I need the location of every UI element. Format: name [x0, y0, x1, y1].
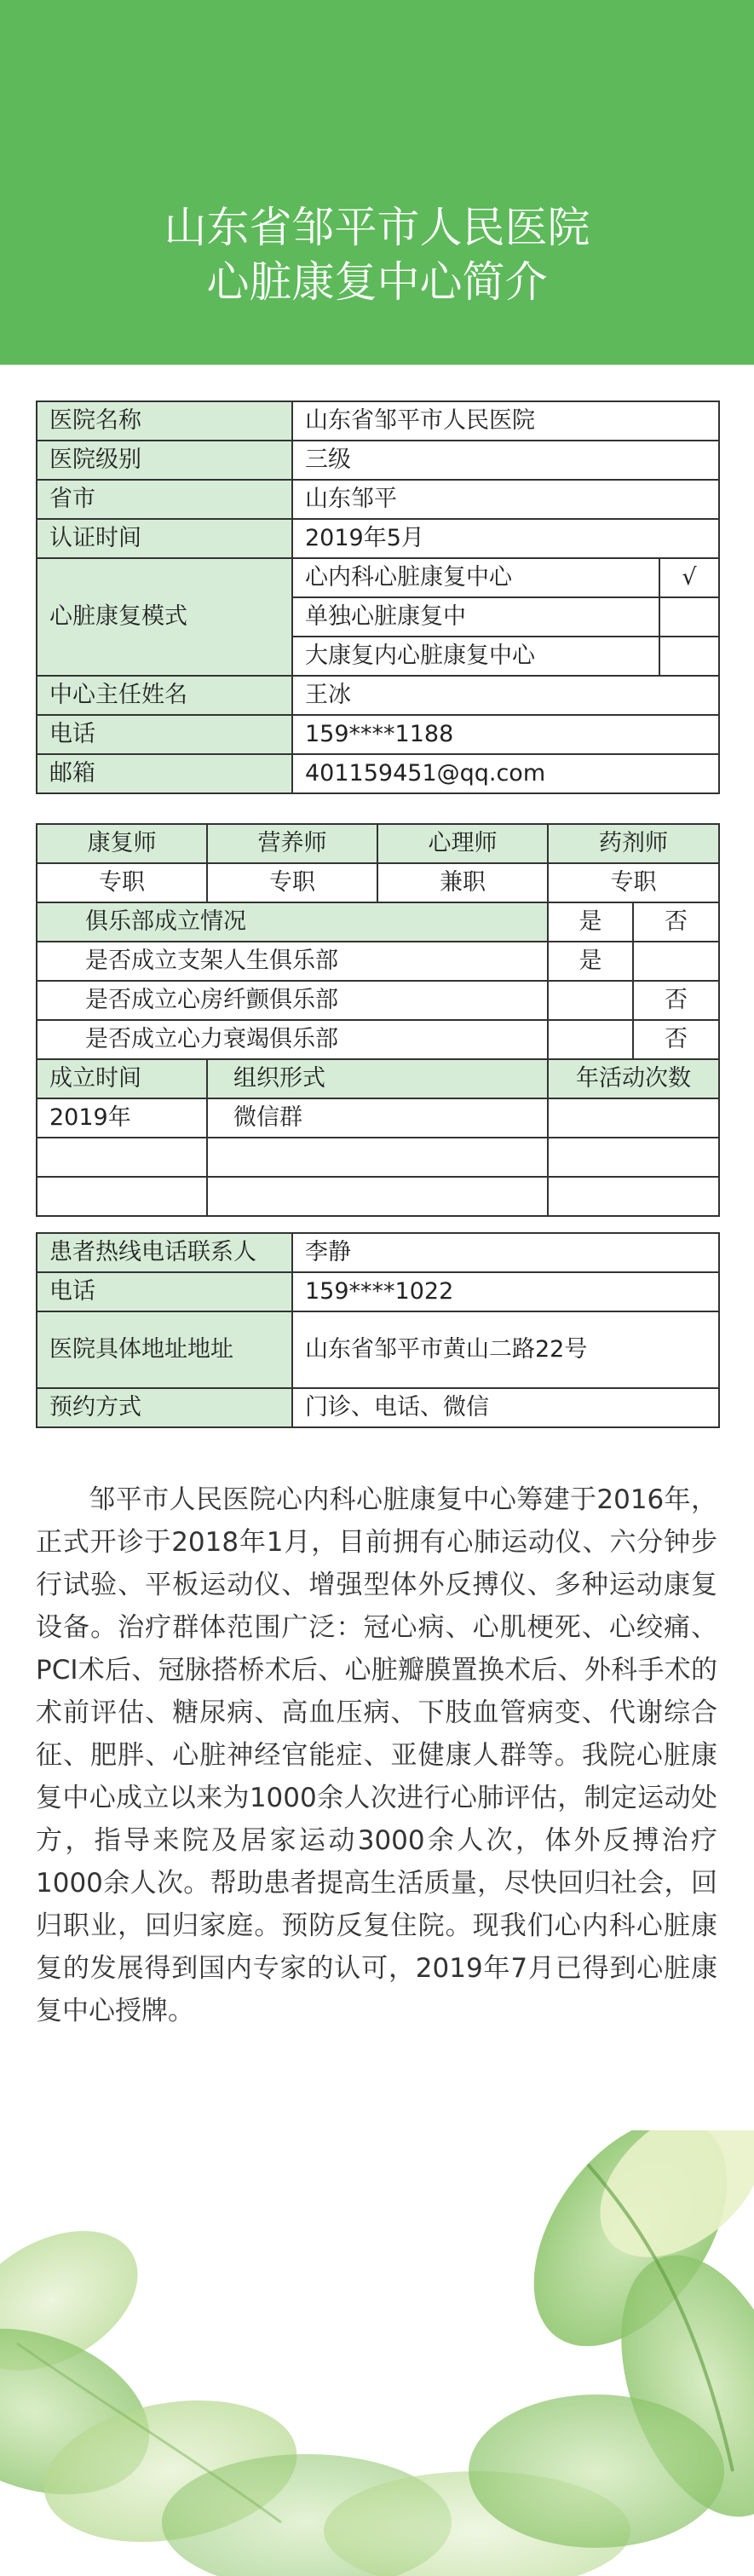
club-yes-cell: 是: [548, 942, 633, 981]
club-row-label: 是否成立心力衰竭俱乐部: [37, 1020, 548, 1059]
mode-label: 心脏康复模式: [37, 558, 292, 676]
address-value: 山东省邹平市黄山二路22号: [292, 1311, 719, 1388]
booking-value: 门诊、电话、微信: [292, 1388, 719, 1427]
table-row: [37, 558, 719, 597]
hospital-name-value: 山东省邹平市人民医院: [292, 401, 719, 441]
phone-label: 电话: [37, 715, 292, 754]
hotline-label: 患者热线电话联系人: [37, 1233, 292, 1272]
hospital-name-label: 医院名称: [37, 401, 292, 441]
hotline-person: 李静: [292, 1233, 719, 1272]
booking-label: 预约方式: [37, 1388, 292, 1427]
level-label: 医院级别: [37, 441, 292, 480]
table-row: [37, 715, 719, 754]
activity-count: [548, 1098, 719, 1138]
table-row: [37, 441, 719, 480]
empty-cell: [37, 1177, 207, 1216]
email-value: 401159451@qq.com: [292, 754, 719, 793]
club-row-label: 是否成立支架人生俱乐部: [37, 942, 548, 981]
address-label: 医院具体地址地址: [37, 1311, 292, 1388]
activity-header-form: 组织形式: [207, 1059, 548, 1098]
club-yes-cell: [548, 981, 633, 1020]
staff-header-row: [37, 824, 719, 863]
intro-text: 邹平市人民医院心内科心脏康复中心筹建于2016年，正式开诊于2018年1月，目前拥有心肺运动仪、六分钟步行试验、平板运动仪、增强型体外反搏仪、多种运动康复设备。治疗群体范围广泛：冠心病、心肌梗死、心绞痛、PCI术后、冠脉搭桥术后、心脏瓣膜置换术后、外科手术的术前评估、糖尿病、高血压病、下肢血管病变、代谢综合征、肥胖、心脏神经官能症、亚健康人群等。我院心脏康复中心成立以来为1000余人次进行心肺评估，制定运动处方，指导来院及居家运动3000余人次，体外反搏治疗1000余人次。帮助患者提高生活质量，尽快回归社会，回归职业，回归家庭。预防反复住院。现我们心内科心脏康复的发展得到国内专家的认可，2019年7月已得到心脏康复中心授牌。: [36, 1484, 717, 2026]
staff-value: 专职: [548, 863, 719, 902]
club-row-label: 是否成立心房纤颤俱乐部: [37, 981, 548, 1020]
staff-value: 专职: [37, 863, 207, 902]
page-title: 山东省邹平市人民医院: [164, 203, 590, 252]
table-row: [37, 754, 719, 793]
table-row: [37, 942, 719, 981]
staff-value: 专职: [207, 863, 377, 902]
staff-value-row: [37, 863, 719, 902]
director-label: 中心主任姓名: [37, 676, 292, 715]
club-header-row: [37, 902, 719, 942]
empty-row: [37, 1138, 719, 1177]
page-subtitle: 心脏康复中心简介: [206, 257, 548, 307]
contact-phone-label: 电话: [37, 1272, 292, 1311]
mode-option: 单独心脏康复中: [292, 597, 659, 637]
staff-header-pharm: 药剂师: [548, 824, 719, 863]
header-banner: [0, 0, 754, 365]
table-row: [37, 1272, 719, 1311]
contact-phone: 159****1022: [292, 1272, 719, 1311]
table-row: [37, 981, 719, 1020]
staff-value: 兼职: [377, 863, 548, 902]
table-row: [37, 1233, 719, 1272]
mode-check-cell: [659, 597, 719, 637]
activity-time: 2019年: [37, 1098, 207, 1138]
empty-row: [37, 1177, 719, 1216]
contact-table: [36, 1232, 720, 1428]
phone-value: 159****1188: [292, 715, 719, 754]
club-no-cell: 否: [633, 1020, 719, 1059]
table-row: [37, 401, 719, 441]
cert-time-value: 2019年5月: [292, 519, 719, 558]
province-label: 省市: [37, 480, 292, 519]
staff-club-table: [36, 823, 720, 1217]
email-label: 邮箱: [37, 754, 292, 793]
table-row: [37, 1311, 719, 1388]
table-row: [37, 1020, 719, 1059]
activity-header-count: 年活动次数: [548, 1059, 719, 1098]
staff-header-nutrition: 营养师: [207, 824, 377, 863]
table-row: [37, 1388, 719, 1427]
empty-cell: [207, 1177, 548, 1216]
level-value: 三级: [292, 441, 719, 480]
empty-cell: [548, 1177, 719, 1216]
club-yes-cell: [548, 1020, 633, 1059]
intro-paragraph: [36, 1478, 717, 2032]
activity-header-time: 成立时间: [37, 1059, 207, 1098]
club-yes-header: 是: [548, 902, 633, 942]
director-value: 王冰: [292, 676, 719, 715]
info-table: [36, 401, 720, 794]
table-row: [37, 480, 719, 519]
cert-time-label: 认证时间: [37, 519, 292, 558]
table-row: [37, 676, 719, 715]
leaf-decoration: [0, 2130, 754, 2576]
club-title: 俱乐部成立情况: [37, 902, 548, 942]
province-value: 山东邹平: [292, 480, 719, 519]
staff-header-rehab: 康复师: [37, 824, 207, 863]
mode-check-mark: √: [659, 558, 719, 597]
activity-row: [37, 1098, 719, 1138]
activity-form: 微信群: [207, 1098, 548, 1138]
empty-cell: [207, 1138, 548, 1177]
mode-option: 心内科心脏康复中心: [292, 558, 659, 597]
table-row: [37, 519, 719, 558]
empty-cell: [548, 1138, 719, 1177]
club-no-cell: 否: [633, 981, 719, 1020]
club-no-cell: [633, 942, 719, 981]
mode-option: 大康复内心脏康复中心: [292, 637, 659, 676]
staff-header-psych: 心理师: [377, 824, 548, 863]
mode-check-cell: [659, 637, 719, 676]
empty-cell: [37, 1138, 207, 1177]
activity-header-row: [37, 1059, 719, 1098]
club-no-header: 否: [633, 902, 719, 942]
